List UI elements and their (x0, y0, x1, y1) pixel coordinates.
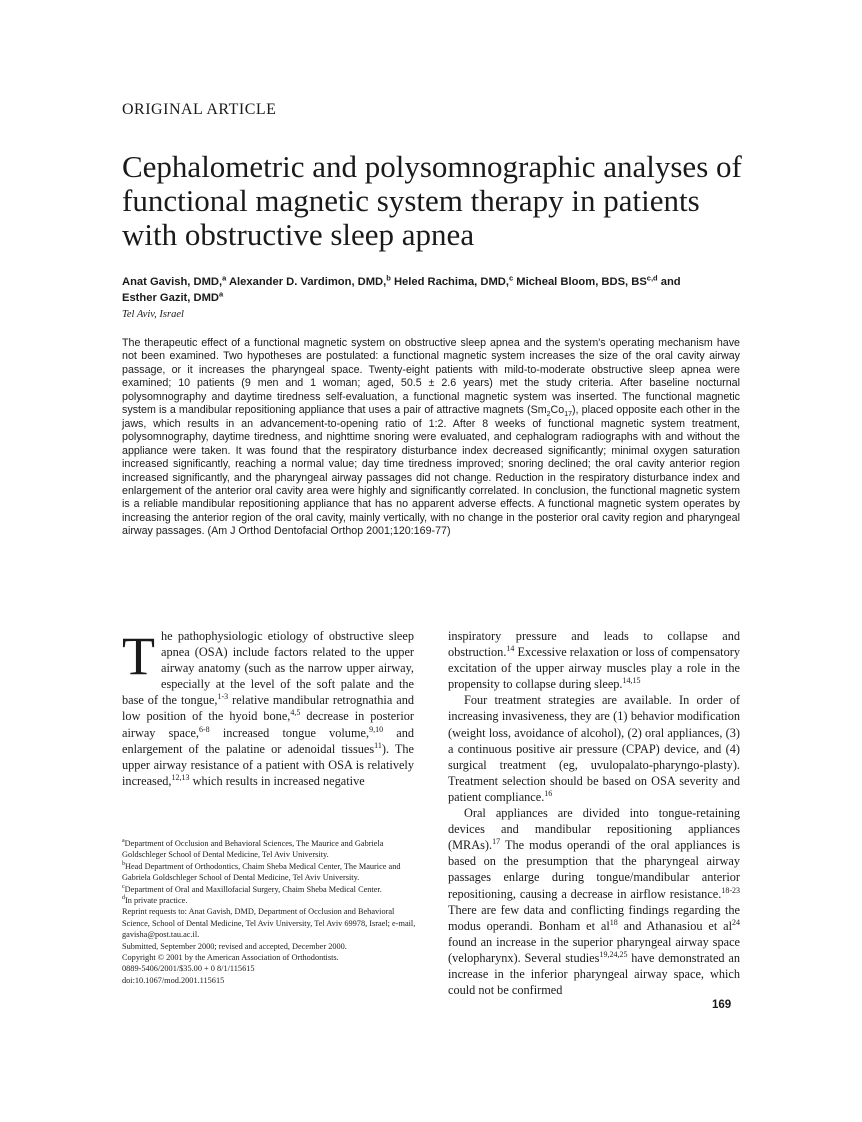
footnote-text: Reprint requests to: Anat Gavish, DMD, Department of Occlusion and Behavioral Science, School of Dental Medicine, Tel Aviv University, Tel Aviv 69978, Israel; e-mail, gavisha@post.tau.ac.il. (122, 907, 416, 940)
footnote-marker: c (122, 883, 125, 890)
footnote-marker: b (122, 861, 125, 868)
drop-cap: T (122, 626, 155, 686)
body-paragraph (448, 805, 740, 998)
citation-reference: 17 (492, 837, 501, 847)
body-text: and enlargement of the palatine or adenoidal tissues (122, 725, 414, 756)
abstract-subscript: 17 (564, 411, 572, 419)
body-segments (122, 626, 415, 788)
author-affiliation: b (386, 273, 391, 283)
author-list (122, 274, 742, 306)
citation-reference: 1-3 (217, 692, 229, 702)
body-text: increased tongue volume, (209, 725, 370, 740)
footnote (122, 884, 418, 895)
footnote (122, 941, 418, 952)
author-affiliation: c (508, 273, 514, 283)
author-affiliation: a (218, 289, 224, 299)
body-text: ). The upper airway resistance of a patient with OSA is relatively increased, (122, 741, 415, 788)
footnote-marker: d (122, 895, 125, 902)
page-number: 169 (712, 999, 732, 1011)
footnote-text: Department of Occlusion and Behavioral Sciences, The Maurice and Gabriela Goldschleger School of Dental Medicine, Tel Aviv University. (122, 839, 384, 860)
citation-reference: 12,13 (171, 772, 190, 782)
body-text: found an increase in the superior pharyngeal airway space (velopharynx). Several studies (448, 934, 740, 965)
body-column-left (122, 628, 414, 789)
body-text: Oral appliances are divided into tongue-retaining devices and mandibular repositioning appliances (MRAs). (448, 806, 740, 853)
footnote-text: In private practice. (125, 896, 188, 906)
author-affiliation: a (222, 273, 227, 283)
author-name: Esther Gazit, DMD (122, 292, 219, 304)
citation-reference: 4,5 (290, 708, 301, 718)
body-paragraph (448, 628, 740, 692)
footnote-text: Department of Oral and Maxillofacial Surgery, Chaim Sheba Medical Center. (124, 884, 382, 894)
body-text: which results in increased negative (189, 773, 365, 788)
body-paragraph (122, 628, 414, 789)
citation-reference: 18-23 (721, 885, 740, 895)
footnotes (122, 838, 418, 986)
footnote-text: Head Department of Orthodontics, Chaim Sheba Medical Center, The Maurice and Gabriela Goldschleger School of Dental Medicine, Tel Aviv University. (122, 861, 401, 883)
author-name: Micheal Bloom, BDS, BS (516, 276, 647, 288)
author-conjunction: and (660, 276, 681, 288)
body-text: Excessive relaxation or loss of compensatory excitation of the upper airway muscles play a role in the propensity to collapse during sleep. (448, 645, 740, 692)
author-name: Alexander D. Vardimon, DMD, (228, 276, 387, 288)
footnote (122, 906, 418, 940)
citation-reference: 9,10 (369, 724, 384, 734)
author-name: Anat Gavish, DMD, (122, 276, 223, 288)
body-text: have demonstrated an increase in the inferior pharyngeal airway space, which could not be confirmed (448, 950, 740, 998)
citation-reference: 24 (732, 917, 740, 927)
article-title: Cephalometric and polysomnographic analyses of functional magnetic system therapy in patients with obstructive sleep apnea (122, 149, 742, 252)
footnote (122, 861, 418, 884)
body-text: inspiratory pressure and leads to collapse and obstruction. (448, 629, 740, 660)
body-text: Four treatment strategies are available. In order of increasing invasiveness, they are (1) behavior modification (weight loss, avoidance of alcohol), (2) oral appliances, (3) a continuous positive air pressure (CPAP) device, and (4) surgical treatment (eg, uvulopalato-pharyngo-plasty). Treatment selection should be based on OSA severity and patient compliance. (448, 693, 740, 804)
footnote-text: 0889-5406/2001/$35.00 + 0 8/1/115615 (122, 964, 255, 974)
footnote-text: doi:10.1067/mod.2001.115615 (122, 975, 225, 985)
body-text: There are few data and conflicting findings regarding the modus operandi. Bonham et al (448, 902, 740, 933)
footnote (122, 963, 418, 974)
author-location: Tel Aviv, Israel (122, 309, 184, 320)
author-affiliation: c,d (646, 273, 658, 283)
body-text: relative mandibular retrognathia and low position of the hyoid bone, (122, 693, 414, 724)
citation-reference: 6-8 (199, 724, 210, 734)
footnote (122, 838, 418, 861)
abstract-text: The therapeutic effect of a functional magnetic system on obstructive sleep apnea and the system's operating mechanism have not been examined. Two hypotheses are postulated: a functional magnetic system increases the size of the oral cavity airway passage, or it increases the pharyngeal space. Twenty-eight patients with mild-to-moderate obstructive sleep apnea were examined; 10 patients (9 men and 1 woman; aged, 50.5 ± 2.6 years) met the study criteria. After baseline nocturnal polysomnography and daytime tiredness self-evaluation, a functional magnetic system was inserted. The functional magnetic system is a mandibular repositioning appliance that uses a pair of attractive magnets (Sm (122, 337, 740, 417)
footnote (122, 895, 418, 906)
body-paragraph (448, 692, 740, 805)
citation-reference: 16 (544, 788, 553, 798)
citation-reference: 14,15 (622, 676, 641, 686)
body-text: and Athanasiou et al (617, 918, 732, 933)
footnote (122, 975, 418, 986)
body-text: The modus operandi of the oral appliances is based on the presumption that the pharyngeal airway passages enlarge during tongue/mandibular anterior repositioning, causing a decrease in airflow resistance. (448, 838, 740, 901)
abstract-text: ), placed opposite each other in the jaws, which results in an advancement-to-opening ratio of 1:2. After 8 weeks of functional magnetic system treatment, polysomnography, daytime tiredness, and nighttime snoring were evaluated, and cephalogram radiographs with and without the appliance were taken. It was found that the respiratory disturbance index decreased significantly; minimal oxygen saturation increased significantly, reaching a normal value; day time tiredness improved; snoring declined; the oral cavity anterior region increased significantly, and the pharyngeal airway passages did not change. Reduction in the respiratory disturbance index and enlargement of the anterior oral cavity area were highly and significantly correlated. In conclusion, the functional magnetic system is a reliable mandibular repositioning appliance that has no apparent adverse effects. A functional magnetic system operates by increasing the anterior region of the oral cavity, mainly vertically, with no change in the posterior oral cavity region and pharyngeal airway passages. (Am J Orthod Dentofacial Orthop 2001;120:169-77) (122, 404, 740, 538)
citation-reference: 18 (609, 917, 618, 927)
footnote-marker: a (122, 838, 125, 845)
footnote-text: Submitted, September 2000; revised and accepted, December 2000. (122, 941, 347, 951)
citation-reference: 14 (506, 644, 515, 653)
abstract (122, 337, 740, 539)
citation-reference: 19,24,25 (599, 949, 628, 959)
body-text: decrease in posterior airway space, (122, 709, 414, 740)
footnote-text: Copyright © 2001 by the American Association of Orthodontists. (122, 953, 339, 963)
body-column-right (448, 628, 740, 998)
abstract-subscript: 2 (546, 411, 551, 419)
citation-reference: 11 (374, 740, 382, 750)
footnote (122, 952, 418, 963)
body-text: he pathophysiologic etiology of obstructive sleep apnea (OSA) include factors related to the upper airway anatomy (such as the narrow upper airway, especially at the level of the soft palate and the base of the tongue, (122, 629, 414, 708)
section-label: ORIGINAL ARTICLE (122, 101, 277, 118)
abstract-text: Co (550, 404, 565, 417)
author-name: Heled Rachima, DMD, (393, 276, 509, 288)
